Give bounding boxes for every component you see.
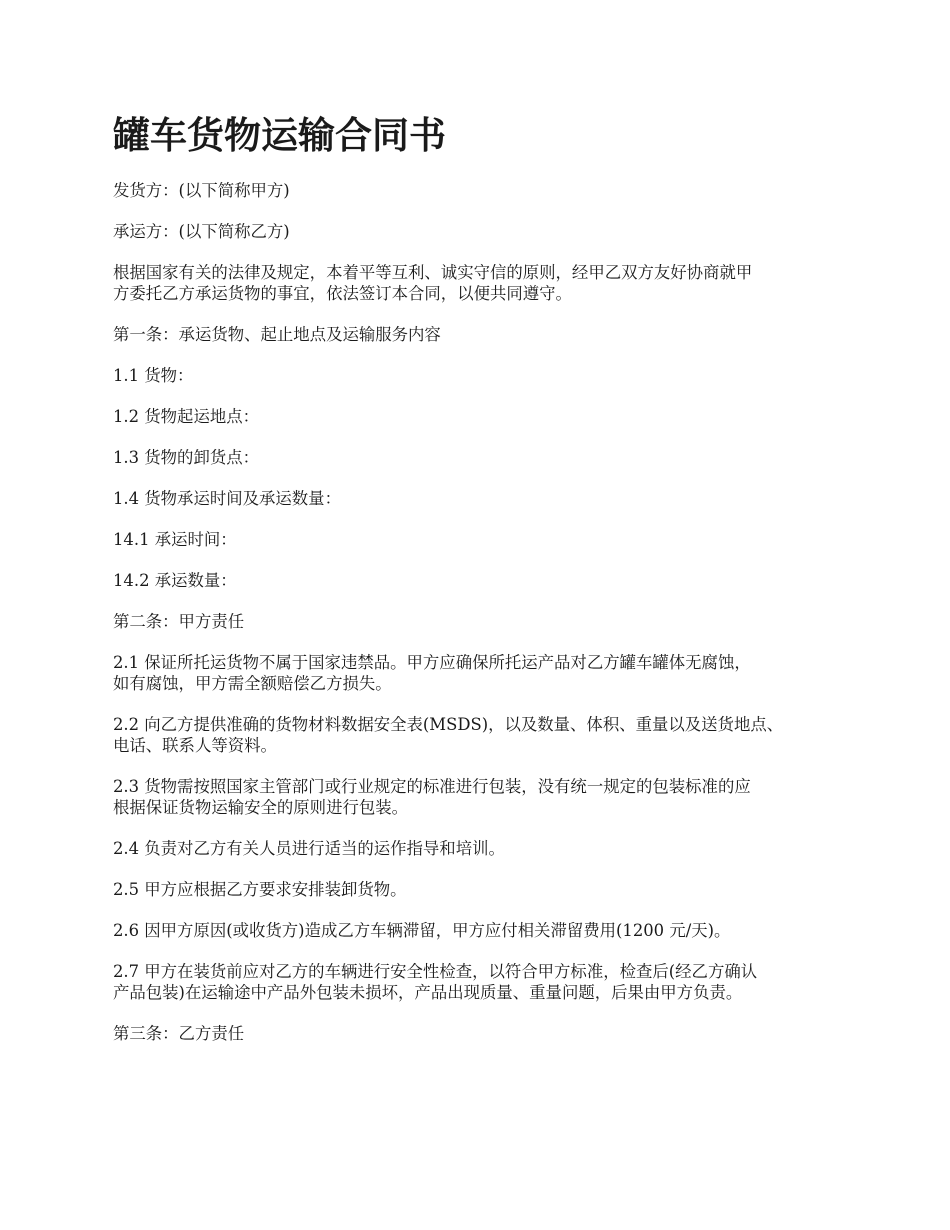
paragraph-line: 如有腐蚀，甲方需全额赔偿乙方损失。 [113, 674, 392, 693]
paragraph-line: 2.3 货物需按照国家主管部门或行业规定的标准进行包装，没有统一规定的包装标准的应 [113, 777, 751, 796]
paragraph-line: 2.4 负责对乙方有关人员进行适当的运作指导和培训。 [113, 839, 505, 858]
paragraph-line: 1.1 货物： [113, 366, 194, 385]
paragraph [113, 221, 858, 242]
paragraph-line: 2.1 保证所托运货物不属于国家违禁品。甲方应确保所托运产品对乙方罐车罐体无腐蚀， [113, 653, 751, 672]
paragraph-line: 发货方：(以下简称甲方) [113, 181, 290, 200]
paragraph-line: 2.2 向乙方提供准确的货物材料数据安全表(MSDS)，以及数量、体积、重量以及送货地点、 [113, 715, 784, 734]
paragraph-line: 产品包装)在运输途中产品外包装未损坏，产品出现质量、重量问题，后果由甲方负责。 [113, 983, 743, 1002]
paragraph-line: 2.6 因甲方原因(或收货方)造成乙方车辆滞留，甲方应付相关滞留费用(1200 元/天)。 [113, 921, 731, 940]
paragraph [113, 570, 858, 591]
paragraph [113, 262, 858, 304]
paragraph [113, 879, 858, 900]
document-body [113, 180, 858, 1044]
paragraph [113, 611, 858, 632]
document-title: 罐车货物运输合同书 [113, 114, 446, 157]
paragraph [113, 652, 858, 694]
paragraph-line: 1.2 货物起运地点： [113, 407, 260, 426]
paragraph-line: 电话、联系人等资料。 [113, 736, 277, 755]
paragraph [113, 961, 858, 1003]
paragraph [113, 838, 858, 859]
paragraph [113, 920, 858, 941]
paragraph [113, 776, 858, 818]
paragraph [113, 529, 858, 550]
paragraph [113, 324, 858, 345]
paragraph [113, 488, 858, 509]
paragraph-line: 方委托乙方承运货物的事宜，依法签订本合同，以便共同遵守。 [113, 284, 572, 303]
paragraph [113, 714, 858, 756]
paragraph [113, 1023, 858, 1044]
paragraph-line: 14.1 承运时间： [113, 530, 237, 549]
paragraph [113, 406, 858, 427]
paragraph [113, 180, 858, 201]
paragraph-line: 2.5 甲方应根据乙方要求安排装卸货物。 [113, 880, 407, 899]
paragraph-line: 1.3 货物的卸货点： [113, 448, 260, 467]
paragraph-line: 承运方：(以下简称乙方) [113, 222, 290, 241]
paragraph [113, 447, 858, 468]
paragraph-line: 2.7 甲方在装货前应对乙方的车辆进行安全性检查，以符合甲方标准，检查后(经乙方确认 [113, 962, 758, 981]
document-page [113, 112, 858, 1064]
paragraph-line: 第二条：甲方责任 [113, 612, 245, 631]
paragraph-line: 第三条：乙方责任 [113, 1024, 245, 1043]
paragraph [113, 365, 858, 386]
paragraph-line: 根据保证货物运输安全的原则进行包装。 [113, 798, 409, 817]
paragraph-line: 根据国家有关的法律及规定，本着平等互利、诚实守信的原则，经甲乙双方友好协商就甲 [113, 263, 753, 282]
paragraph-line: 1.4 货物承运时间及承运数量： [113, 489, 341, 508]
paragraph-line: 14.2 承运数量： [113, 571, 237, 590]
paragraph-line: 第一条：承运货物、起止地点及运输服务内容 [113, 325, 441, 344]
